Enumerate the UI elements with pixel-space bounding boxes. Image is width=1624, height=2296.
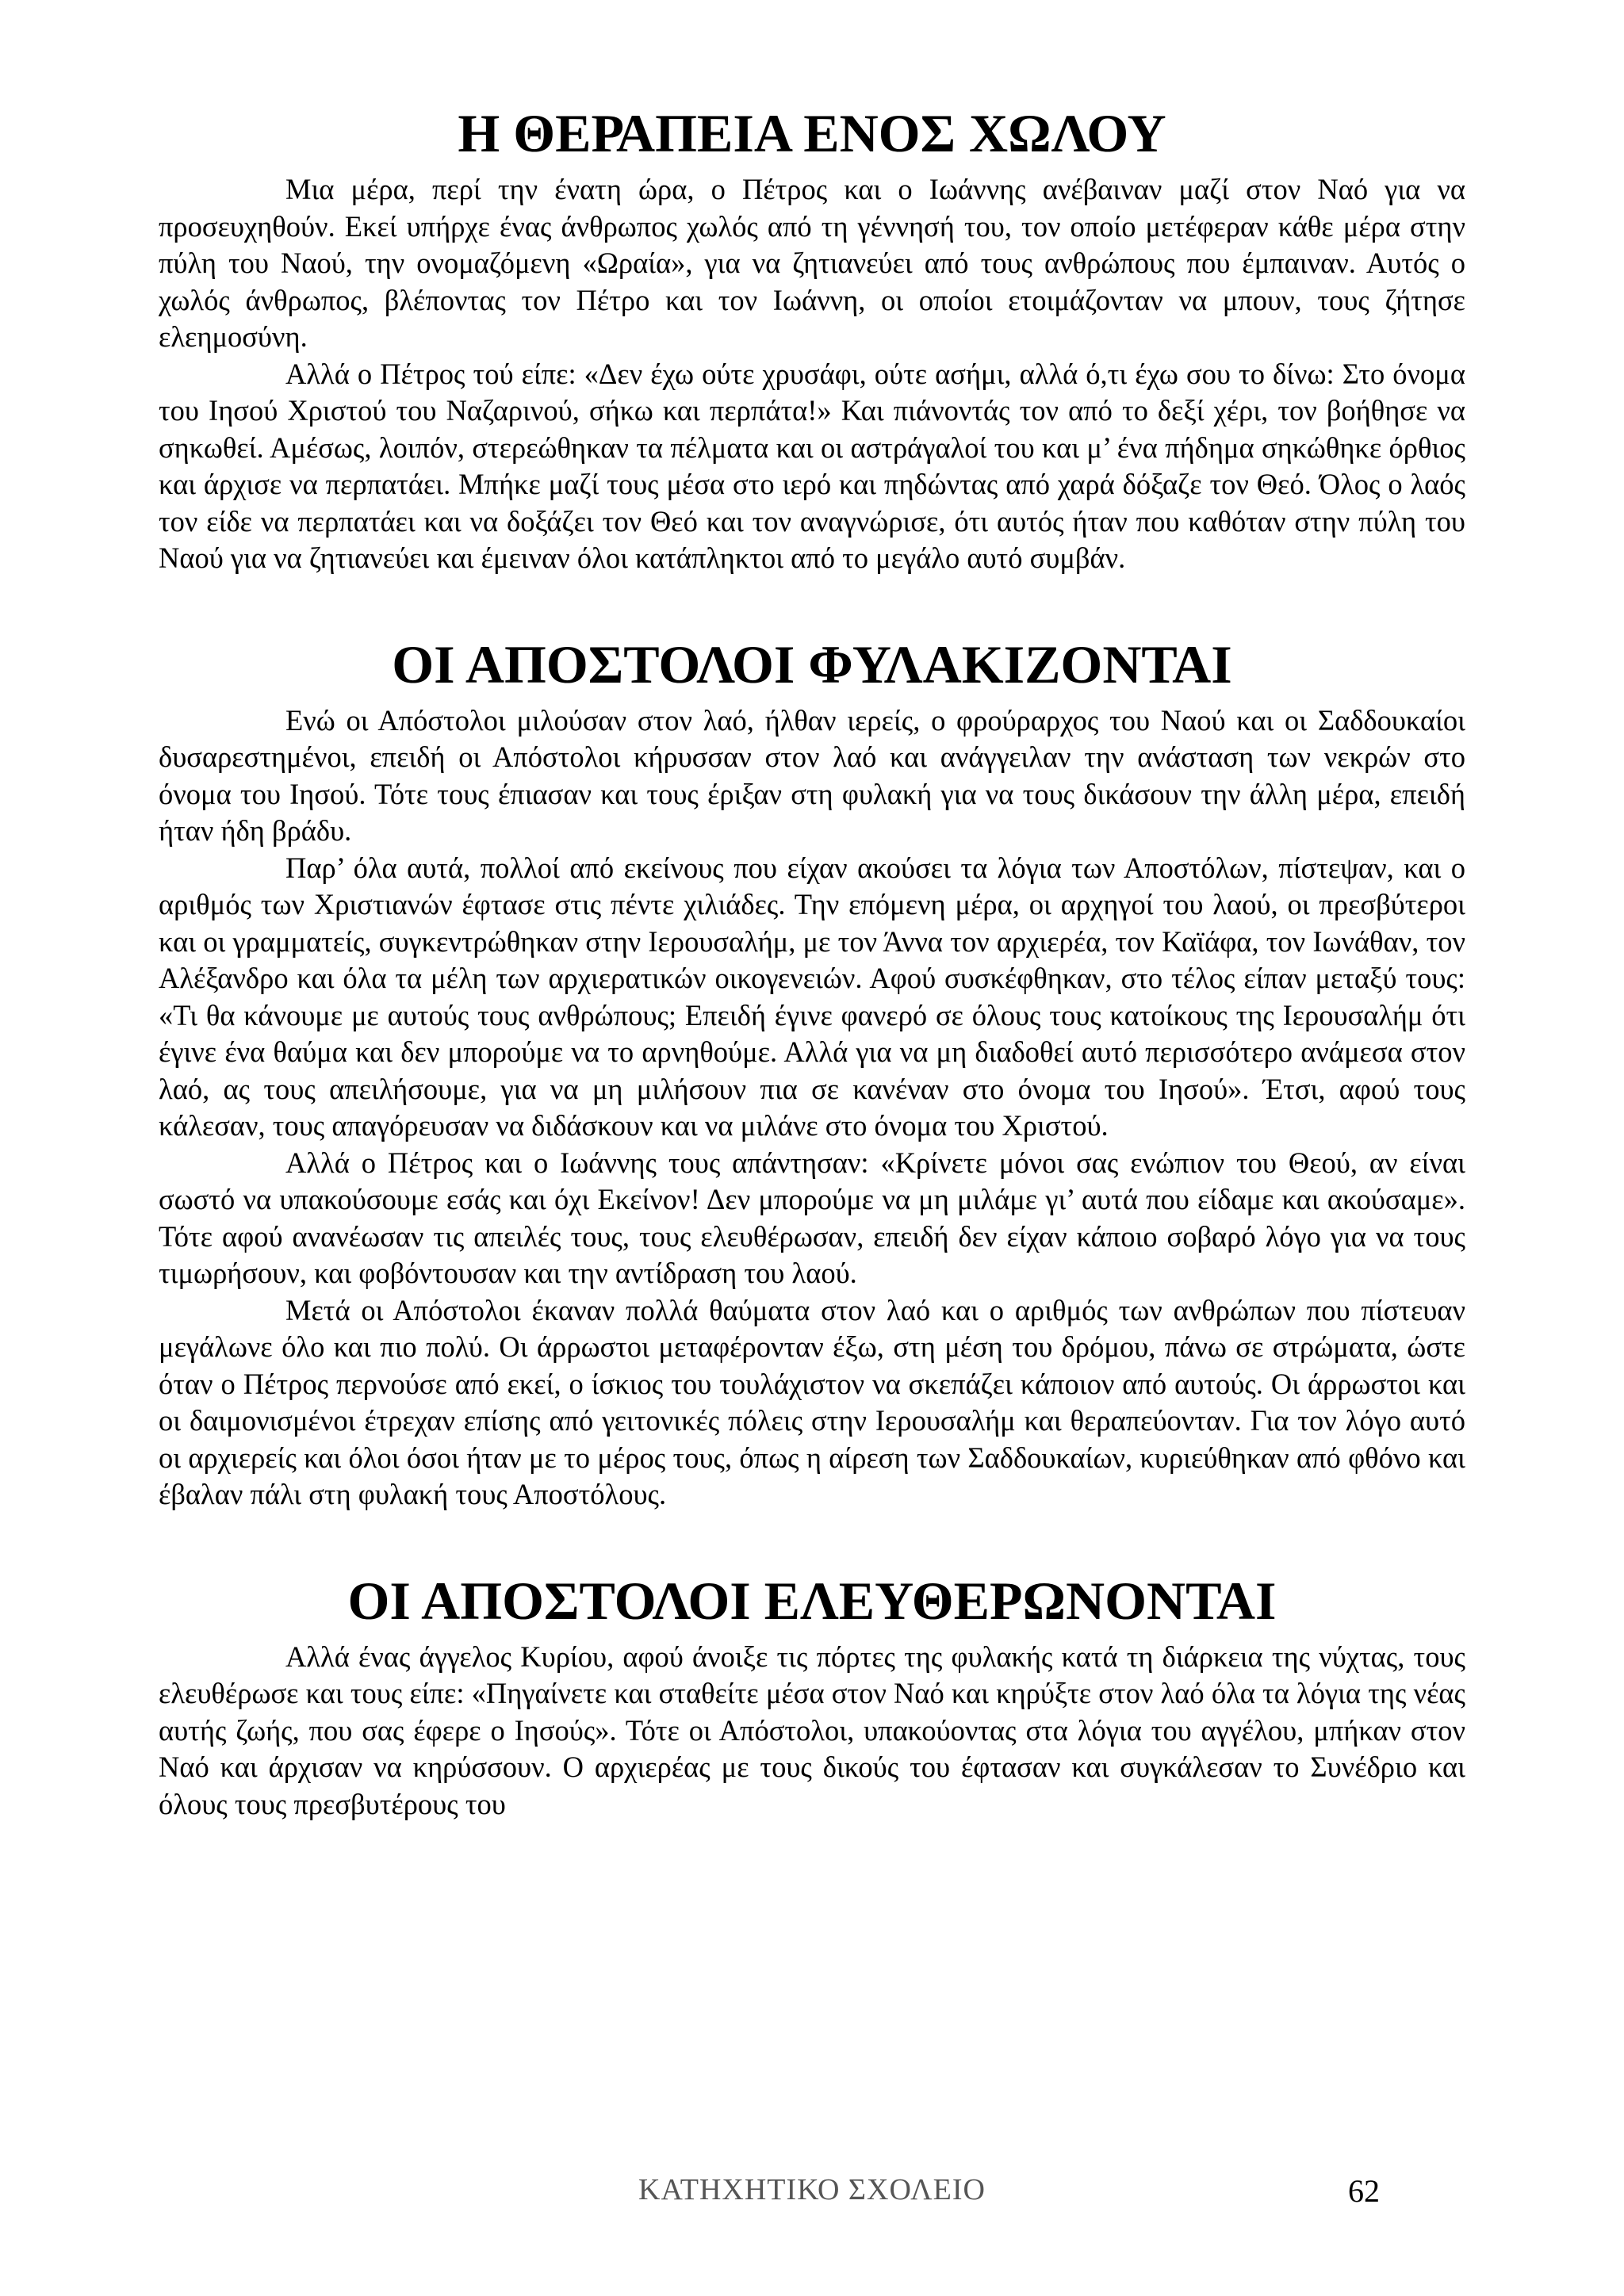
section-title: Η ΘΕΡΑΠΕΙΑ ΕΝΟΣ ΧΩΛΟΥ [458, 103, 1166, 163]
paragraph: Αλλά ένας άγγελος Κυρίου, αφού άνοιξε τις πόρτες της φυλακής κατά τη διάρκεια της νύχτας, τους ελευθέρωσε και τους είπε: «Πηγαίνετε και σταθείτε μέσα στον Ναό και κηρύξτε στον λαό όλα τα λόγια της νέας αυτής ζωής, που σας έφερε ο Ιησούς». Τότε οι Απόστολοι, υπακούοντας στα λόγια του αγγέλου, μπήκαν στον Ναό και άρχισαν να κηρύσσουν. Ο αρχιερέας με τους δικούς του έφτασαν και συγκάλεσαν το Συνέδριο και όλους τους πρεσβυτέρους του [159, 1640, 1465, 1820]
section-healing-of-lame-man [159, 95, 1465, 577]
section-title: ΟΙ ΑΠΟΣΤΟΛΟΙ ΦΥΛΑΚΙΖΟΝΤΑΙ [392, 633, 1232, 695]
section-apostles-freed [159, 1563, 1465, 1823]
document-page [159, 95, 1465, 1823]
section-apostles-imprisoned [159, 626, 1465, 1513]
paragraph: Ενώ οι Απόστολοι μιλούσαν στον λαό, ήλθαν ιερείς, ο φρούραρχος του Ναού και οι Σαδδουκαίοι δυσαρεστημένοι, επειδή οι Απόστολοι κήρυσσαν στον λαό και ανάγγειλαν την ανάσταση των νεκρών στο όνομα του Ιησού. Τότε τους έπιασαν και τους έριξαν στη φυλακή για να τους δικάσουν την άλλη μέρα, επειδή ήταν ήδη βράδυ. [159, 703, 1465, 847]
section-title: ΟΙ ΑΠΟΣΤΟΛΟΙ ΕΛΕΥΘΕΡΩΝΟΝΤΑΙ [347, 1570, 1277, 1631]
paragraph: Μετά οι Απόστολοι έκαναν πολλά θαύματα στον λαό και ο αριθμός των ανθρώπων που πίστευαν μεγάλωνε όλο και πιο πολύ. Οι άρρωστοι μεταφέρονταν έξω, στη μέση του δρόμου, πάνω σε στρώματα, ώστε όταν ο Πέτρος περνούσε από εκεί, ο ίσκιος του τουλάχιστον να σκεπάζει κάποιον από αυτούς. Οι άρρωστοι και οι δαιμονισμένοι έτρεχαν επίσης από γειτονικές πόλεις στην Ιερουσαλήμ και θεραπεύονταν. Για τον λόγο αυτό οι αρχιερείς και όλοι όσοι ήταν με το μέρος τους, όπως η αίρεση των Σαδδουκαίων, κυριεύθηκαν από φθόνο και έβαλαν πάλι στη φυλακή τους Αποστόλους. [159, 1293, 1465, 1510]
paragraph: Παρ’ όλα αυτά, πολλοί από εκείνους που είχαν ακούσει τα λόγια των Αποστόλων, πίστεψαν, και ο αριθμός των Χριστιανών έφτασε στις πέντε χιλιάδες. Την επόμενη μέρα, οι αρχηγοί του λαού, οι πρεσβύτεροι και οι γραμματείς, συγκεντρώθηκαν στην Ιερουσαλήμ, με τον Άννα τον αρχιερέα, τον Καϊάφα, τον Ιωνάθαν, τον Αλέξανδρο και όλα τα μέλη των αρχιερατικών οικογενειών. Αφού συσκέφθηκαν, στο τέλος είπαν μεταξύ τους: «Τι θα κάνουμε με αυτούς τους ανθρώπους; Επειδή έγινε φανερό σε όλους τους κατοίκους της Ιερουσαλήμ ότι έγινε ένα θαύμα και δεν μπορούμε να το αρνηθούμε. Αλλά για να μη διαδοθεί αυτό περισσότερο ανάμεσα στον λαό, ας τους απειλήσουμε, για να μη μιλήσουν πια σε κανέναν στο όνομα του Ιησού». Έτσι, αφού τους κάλεσαν, τους απαγόρευσαν να διδάσκουν και να μιλάνε στο όνομα του Χριστού. [159, 851, 1465, 1142]
footer-school-name: ΚΑΤΗΧΗΤΙΚΟ ΣΧΟΛΕΙΟ [638, 2173, 986, 2206]
paragraph: Αλλά ο Πέτρος και ο Ιωάννης τους απάντησαν: «Κρίνετε μόνοι σας ενώπιον του Θεού, αν είναι σωστό να υπακούσουμε εσάς και όχι Εκείνον! Δεν μπορούμε να μη μιλάμε γι’ αυτά που είδαμε και ακούσαμε». Τότε αφού ανανέωσαν τις απειλές τους, τους ελευθέρωσαν, επειδή δεν είχαν κάποιο σοβαρό λόγο για να τους τιμωρήσουν, και φοβόντουσαν και την αντίδραση του λαού. [159, 1146, 1465, 1289]
page-number: 62 [1348, 2173, 1380, 2209]
page-footer [0, 2172, 1624, 2220]
paragraph: Αλλά ο Πέτρος τού είπε: «Δεν έχω ούτε χρυσάφι, ούτε ασήμι, αλλά ό,τι έχω σου το δίνω: Στο όνομα του Ιησού Χριστού του Ναζαρινού, σήκω και περπάτα!» Και πιάνοντάς τον από το δεξί χέρι, τον βοήθησε να σηκωθεί. Αμέσως, λοιπόν, στερεώθηκαν τα πέλματα και οι αστράγαλοί του και μ’ ένα πήδημα σηκώθηκε όρθιος και άρχισε να περπατάει. Μπήκε μαζί τους μέσα στο ιερό και πηδώντας από χαρά δόξαζε τον Θεό. Όλος ο λαός τον είδε να περπατάει και να δοξάζει τον Θεό και τον αναγνώρισε, ότι αυτός ήταν που καθόταν στην πύλη του Ναού για να ζητιανεύει και έμειναν όλοι κατάπληκτοι από το μεγάλο αυτό συμβάν. [159, 357, 1465, 574]
paragraph: Μια μέρα, περί την ένατη ώρα, ο Πέτρος και ο Ιωάννης ανέβαιναν μαζί στον Ναό για να προσευχηθούν. Εκεί υπήρχε ένας άνθρωπος χωλός από τη γέννησή του, τον οποίο μετέφεραν κάθε μέρα στην πύλη του Ναού, την ονομαζόμενη «Ωραία», για να ζητιανεύει από τους ανθρώπους που έμπαιναν. Αυτός ο χωλός άνθρωπος, βλέποντας τον Πέτρο και τον Ιωάννη, οι οποίοι ετοιμάζονταν να μπουν, τους ζήτησε ελεημοσύνη. [159, 173, 1465, 353]
